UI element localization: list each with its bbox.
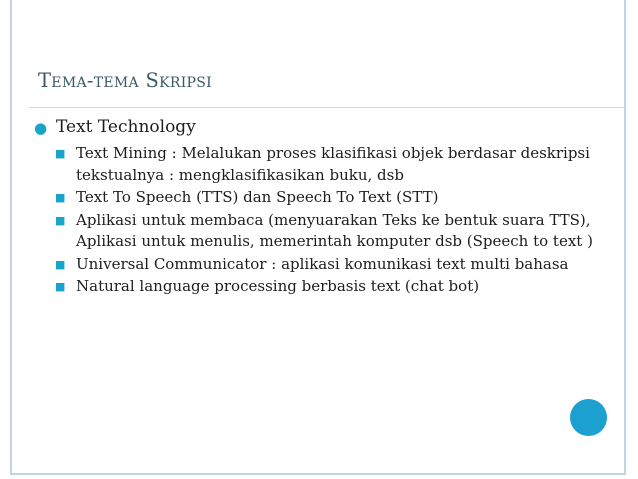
title-divider (29, 107, 625, 108)
sub-bullet-item (48, 143, 594, 186)
sub-bullet-label: Universal Communicator : aplikasi komunikasi text multi bahasa (76, 254, 569, 273)
slide-content (34, 115, 594, 299)
bullet-item-text-technology (34, 115, 594, 139)
bullet-icon: ● (34, 119, 48, 137)
sub-bullet-icon: ■ (55, 147, 66, 160)
sub-bullet-item (48, 254, 594, 276)
sub-bullet-icon: ■ (55, 213, 66, 227)
bullet-label: Text Technology (56, 117, 196, 137)
sub-bullet-icon: ■ (55, 191, 66, 204)
sub-bullet-icon: ■ (55, 257, 66, 271)
sub-bullet-item (48, 210, 594, 253)
sub-bullet-label: Natural language processing berbasis text (chat bot) (76, 277, 480, 295)
slide-title: Tema-tema Skripsi (38, 69, 212, 92)
sub-bullet-item (48, 276, 594, 298)
sub-bullet-list (34, 143, 594, 298)
sub-bullet-item (48, 187, 594, 209)
sub-bullet-icon: ■ (55, 280, 66, 293)
sub-bullet-label: Text Mining : Melalukan proses klasifikasi objek berdasar deskripsi tekstualnya : mengklasifikasikan buku, dsb (76, 144, 590, 184)
decorative-circle (570, 399, 607, 436)
sub-bullet-label: Text To Speech (TTS) dan Speech To Text (STT) (76, 188, 439, 206)
sub-bullet-label: Aplikasi untuk membaca (menyuarakan Teks ke bentuk suara TTS), Aplikasi untuk menulis, memerintah komputer dsb (Speech to text ) (76, 210, 593, 250)
